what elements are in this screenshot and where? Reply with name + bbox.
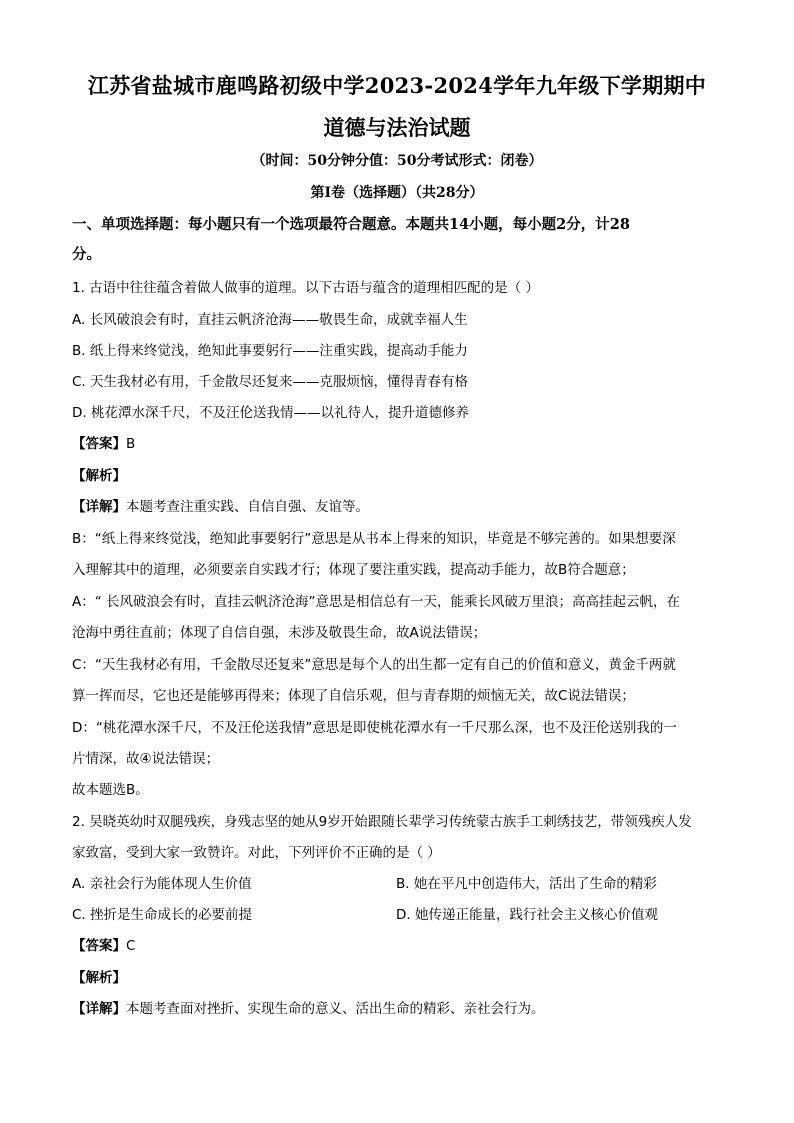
q2-option-a: A. 亲社会行为能体现人生价值 (72, 876, 252, 892)
answer-label: 【答案】 (72, 938, 126, 954)
q1-option-c: C. 天生我材必有用，千金散尽还复来——克服烦恼，懂得青春有格 (72, 374, 469, 390)
answer-value: C (126, 938, 136, 954)
q1-explain-line: 入理解其中的道理，必须要亲自实践才行；体现了要注重实践，提高动手能力，故B符合题意； (72, 562, 635, 578)
q1-explain-line: A：“ 长风破浪会有时，直挂云帆济沧海”意思是相信总有一天，能乘长风破万里浪；高高挂起云帆，在 (72, 594, 681, 610)
q1-explain-line: 沧海中勇往直前；体现了自信自强，未涉及敬畏生命，故A说法错误； (72, 625, 487, 641)
exam-subject: 道德与法治试题 (323, 115, 471, 140)
q2-option-d: D. 她传递正能量，践行社会主义核心价值观 (396, 907, 658, 923)
q2-analysis-label: 【解析】 (72, 970, 126, 986)
detail-text: 本题考查注重实践、自信自强、友谊等。 (126, 499, 369, 515)
q2-answer (72, 934, 722, 954)
q1-explain-line: 片情深，故④说法错误； (72, 751, 220, 767)
q1-explain-line: C：“天生我材必有用，千金散尽还复来”意思是每个人的出生都一定有自己的价值和意义，黄金千两就 (72, 657, 676, 673)
q1-explain-line: D：“桃花潭水深千尺，不及汪伦送我情”意思是即使桃花潭水有一千尺那么深，也不及汪伦送别我的一 (72, 720, 677, 736)
exam-title: 江苏省盐城市鹿鸣路初级中学2023-2024学年九年级下学期期中 (87, 73, 707, 98)
q1-option-a: A. 长风破浪会有时，直挂云帆济沧海——敬畏生命，成就幸福人生 (72, 312, 468, 328)
q1-explain-line: 算一挥而尽，它也还是能够再得来；体现了自信乐观，但与青春期的烦恼无关，故C说法错误； (72, 688, 635, 704)
q1-conclusion: 故本题选B。 (72, 782, 149, 798)
volume-heading: 第Ⅰ卷（选择题）（共28分） (310, 185, 484, 201)
q2-stem: 2. 吴晓英幼时双腿残疾，身残志坚的她从9岁开始跟随长辈学习传统蒙古族手工刺绣技艺，带领残疾人发 (72, 814, 692, 830)
section-heading: 一、单项选择题：每小题只有一个选项最符合题意。本题共14小题，每小题2分，计28 (72, 216, 630, 233)
q2-option-c: C. 挫折是生命成长的必要前提 (72, 907, 253, 923)
q1-analysis-label: 【解析】 (72, 468, 126, 484)
q1-explain-line: B：“纸上得来终觉浅，绝知此事要躬行”意思是从书本上得来的知识，毕竟是不够完善的。如果想要深 (72, 531, 676, 547)
answer-value: B (126, 436, 136, 452)
q2-stem-cont: 家致富，受到大家一致赞许。对此，下列评价不正确的是（ ） (72, 845, 441, 861)
detail-text: 本题考查面对挫折、实现生命的意义、活出生命的精彩、亲社会行为。 (126, 1001, 545, 1017)
section-heading-cont: 分。 (72, 246, 101, 263)
q2-option-b: B. 她在平凡中创造伟大，活出了生命的精彩 (396, 876, 657, 892)
q1-detail (72, 495, 722, 515)
q1-option-b: B. 纸上得来终觉浅，绝知此事要躬行——注重实践，提高动手能力 (72, 343, 468, 359)
q1-option-d: D. 桃花潭水深千尺，不及汪伦送我情——以礼待人，提升道德修养 (72, 405, 469, 421)
detail-label: 【详解】 (72, 499, 126, 515)
answer-label: 【答案】 (72, 436, 126, 452)
q2-detail (72, 997, 722, 1017)
exam-meta: （时间：50分钟分值：50分考试形式：闭卷） (251, 153, 543, 169)
q1-stem: 1. 古语中往往蕴含着做人做事的道理。以下古语与蕴含的道理相匹配的是（ ） (72, 280, 539, 296)
q1-answer (72, 432, 722, 452)
detail-label: 【详解】 (72, 1001, 126, 1017)
